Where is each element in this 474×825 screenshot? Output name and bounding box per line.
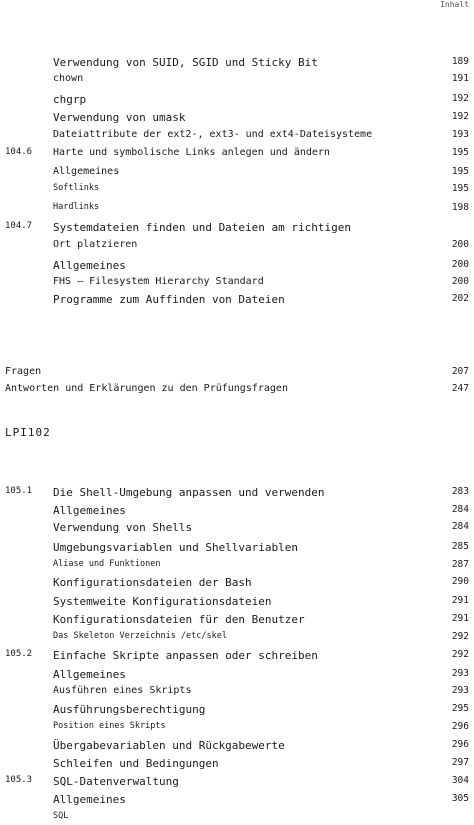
- toc-entry: [0, 239, 474, 253]
- entry-title: Allgemeines: [53, 166, 120, 177]
- entry-title: Position eines Skripts: [53, 721, 166, 731]
- page-number: 193: [451, 129, 469, 140]
- page-number: 189: [451, 56, 469, 67]
- toc-entry: [0, 383, 474, 397]
- page-number: 293: [451, 685, 469, 696]
- section-number: 104.7: [5, 221, 33, 231]
- toc-entry: [0, 166, 474, 180]
- page-number: 296: [451, 721, 469, 732]
- page-number: 200: [451, 276, 469, 287]
- entry-title: Ausführungsberechtigung: [53, 703, 206, 716]
- page-number: 192: [451, 111, 469, 122]
- page-number: 290: [451, 576, 469, 587]
- toc-entry: [0, 221, 474, 235]
- entry-title: Ausführen eines Skripts: [53, 685, 192, 696]
- page-number: 292: [451, 649, 469, 660]
- entry-title: Die Shell-Umgebung anpassen und verwenden: [53, 486, 325, 499]
- entry-title: Allgemeines: [53, 259, 126, 272]
- toc-entry: [0, 613, 474, 627]
- toc-entry: [0, 721, 474, 735]
- toc-entry: [0, 259, 474, 273]
- entry-title: Allgemeines: [53, 793, 126, 806]
- toc-entry: [0, 739, 474, 753]
- running-header: Inhalt: [440, 0, 469, 9]
- page-number: 295: [451, 703, 469, 714]
- page-number: 296: [451, 739, 469, 750]
- toc-entry: [0, 93, 474, 107]
- page-number: 284: [451, 504, 469, 515]
- entry-title: Systemweite Konfigurationsdateien: [53, 595, 272, 608]
- entry-title: Aliase und Funktionen: [53, 559, 161, 569]
- page-number: 195: [451, 166, 469, 177]
- page-number: 247: [451, 383, 469, 394]
- entry-title: Fragen: [5, 366, 42, 377]
- toc-entry: [0, 595, 474, 609]
- page-number: 195: [451, 147, 469, 158]
- toc-entry: [0, 811, 474, 825]
- entry-title: Einfache Skripte anpassen oder schreiben: [53, 649, 318, 662]
- toc-entry: [0, 703, 474, 717]
- entry-title: Antworten und Erklärungen zu den Prüfungsfragen: [5, 383, 288, 394]
- toc-entry: [0, 129, 474, 143]
- page-number: 202: [451, 293, 469, 304]
- toc-entry: [0, 576, 474, 590]
- page-number: 195: [451, 183, 469, 194]
- toc-entry: [0, 793, 474, 807]
- toc-entry: [0, 559, 474, 573]
- page-number: 284: [451, 521, 469, 532]
- entry-title: Verwendung von SUID, SGID und Sticky Bit: [53, 56, 318, 69]
- toc-entry: [0, 541, 474, 555]
- page-number: 297: [451, 757, 469, 768]
- page-number: 287: [451, 559, 469, 570]
- toc-entry: [0, 183, 474, 197]
- toc-entry: [0, 276, 474, 290]
- part-title: LPI102: [5, 426, 51, 439]
- section-number: 105.3: [5, 775, 33, 785]
- toc-entry: [0, 668, 474, 682]
- page-number: 304: [451, 775, 469, 786]
- entry-title: Allgemeines: [53, 668, 126, 681]
- entry-title: Verwendung von Shells: [53, 521, 193, 534]
- entry-title: Softlinks: [53, 183, 100, 193]
- section-number: 105.2: [5, 649, 33, 659]
- entry-title: SQL: [53, 811, 69, 821]
- toc-entry: [0, 111, 474, 125]
- toc-entry: [0, 366, 474, 380]
- entry-title: SQL-Datenverwaltung: [53, 775, 179, 788]
- section-number: 105.1: [5, 486, 33, 496]
- entry-title: Ort platzieren: [53, 239, 138, 250]
- toc-entry: [0, 757, 474, 771]
- toc-entry: [0, 685, 474, 699]
- page-number: 293: [451, 668, 469, 679]
- entry-title: Hardlinks: [53, 202, 100, 212]
- page-number: 200: [451, 259, 469, 270]
- toc-entry: [0, 631, 474, 645]
- entry-title: Systemdateien finden und Dateien am richtigen: [53, 221, 352, 234]
- page-number: 200: [451, 239, 469, 250]
- entry-title: Verwendung von umask: [53, 111, 186, 124]
- entry-title: Programme zum Auffinden von Dateien: [53, 293, 285, 306]
- toc-entry: [0, 56, 474, 70]
- toc-entry: [0, 293, 474, 307]
- page-number: 285: [451, 541, 469, 552]
- page-number: 291: [451, 613, 469, 624]
- entry-title: chgrp: [53, 93, 87, 106]
- toc-entry: [0, 775, 474, 789]
- entry-title: Übergabevariablen und Rückgabewerte: [53, 739, 285, 752]
- entry-title: Dateiattribute der ext2-, ext3- und ext4-Dateisysteme: [53, 129, 373, 140]
- toc-entry: [0, 73, 474, 87]
- page-number: 207: [451, 366, 469, 377]
- toc-entry: [0, 202, 474, 216]
- toc-entry: [0, 649, 474, 663]
- entry-title: Umgebungsvariablen und Shellvariablen: [53, 541, 299, 554]
- page-number: 198: [451, 202, 469, 213]
- toc-entry: [0, 521, 474, 535]
- page-number: 192: [451, 93, 469, 104]
- toc-entry: [0, 504, 474, 518]
- toc-entry: [0, 147, 474, 161]
- section-number: 104.6: [5, 147, 33, 157]
- entry-title: Konfigurationsdateien für den Benutzer: [53, 613, 305, 626]
- page-number: 292: [451, 631, 469, 642]
- entry-title: Konfigurationsdateien der Bash: [53, 576, 252, 589]
- page-number: 291: [451, 595, 469, 606]
- page-number: 305: [451, 793, 469, 804]
- page-number: 283: [451, 486, 469, 497]
- entry-title: Allgemeines: [53, 504, 126, 517]
- toc-entry: [0, 486, 474, 500]
- entry-title: Das Skeleton Verzeichnis /etc/skel: [53, 631, 227, 641]
- entry-title: Harte und symbolische Links anlegen und ändern: [53, 147, 330, 158]
- entry-title: Schleifen und Bedingungen: [53, 757, 219, 770]
- entry-title: FHS – Filesystem Hierarchy Standard: [53, 276, 264, 287]
- page-number: 191: [451, 73, 469, 84]
- entry-title: chown: [53, 73, 84, 84]
